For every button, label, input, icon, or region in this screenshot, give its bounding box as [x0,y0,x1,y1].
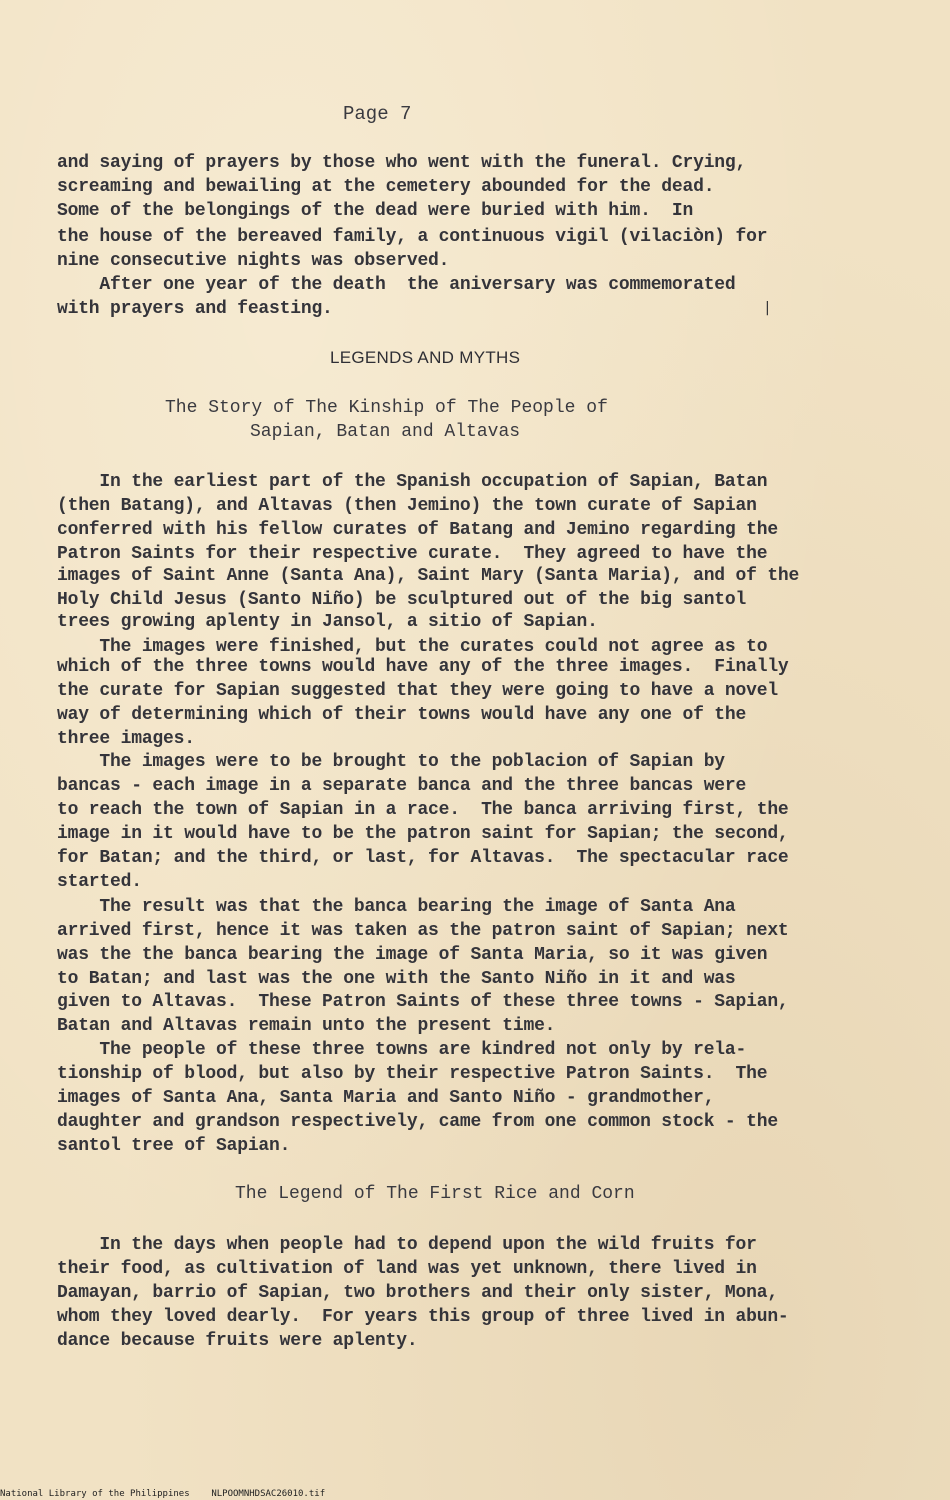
text-line: image in it would have to be the patron saint for Sapian; the second, [57,824,789,844]
text-line: In the days when people had to depend upon the wild fruits for [57,1235,757,1255]
text-line: the house of the bereaved family, a continuous vigil (vilaciòn) for [57,227,768,247]
text-line: The result was that the banca bearing the image of Santa Ana [57,897,736,917]
text-line: The images were finished, but the curates could not agree as to [57,637,768,657]
text-line: the curate for Sapian suggested that they were going to have a novel [57,681,778,701]
text-line: for Batan; and the third, or last, for Altavas. The spectacular race [57,848,789,868]
text-line: to reach the town of Sapian in a race. The banca arriving first, the [57,800,789,820]
text-line: Holy Child Jesus (Santo Niño) be sculptured out of the big santol [57,590,747,610]
text-line: dance because fruits were aplenty. [57,1331,418,1351]
text-line: daughter and grandson respectively, came from one common stock - the [57,1112,778,1132]
text-line: way of determining which of their towns would have any one of the [57,705,747,725]
text-line: tionship of blood, but also by their respective Patron Saints. The [57,1064,768,1084]
text-line: conferred with his fellow curates of Batang and Jemino regarding the [57,520,778,540]
text-line: whom they loved dearly. For years this group of three lived in abun- [57,1307,789,1327]
text-line: nine consecutive nights was observed. [57,251,450,271]
legend-title: The Legend of The First Rice and Corn [235,1184,635,1204]
text-line: was the the banca bearing the image of Santa Maria, so it was given [57,945,768,965]
text-line: The people of these three towns are kindred not only by rela- [57,1040,747,1060]
section-heading: LEGENDS AND MYTHS [330,348,521,367]
text-line: images of Saint Anne (Santa Ana), Saint Mary (Santa Maria), and of the [57,566,800,586]
handwritten-caret-mark: | [765,300,770,316]
text-line: arrived first, hence it was taken as the patron saint of Sapian; next [57,921,789,941]
text-line: Batan and Altavas remain unto the present time. [57,1016,556,1036]
text-line: their food, as cultivation of land was yet unknown, there lived in [57,1259,757,1279]
scan-footer-caption: National Library of the Philippines NLPOOMNHDSAC26010.tif [0,1489,326,1499]
page-number: Page 7 [343,103,412,125]
text-line: (then Batang), and Altavas (then Jemino) the town curate of Sapian [57,496,757,516]
text-line: Damayan, barrio of Sapian, two brothers and their only sister, Mona, [57,1283,778,1303]
text-line: given to Altavas. These Patron Saints of these three towns - Sapian, [57,992,789,1012]
text-line: images of Santa Ana, Santa Maria and Santo Niño - grandmother, [57,1088,715,1108]
text-line: to Batan; and last was the one with the Santo Niño in it and was [57,969,736,989]
text-line: Some of the belongings of the dead were buried with him. In [57,201,694,221]
text-line: which of the three towns would have any of the three images. Finally [57,657,789,677]
text-line: The images were to be brought to the poblacion of Sapian by [57,752,725,772]
text-line: with prayers and feasting. [57,299,333,319]
text-line: and saying of prayers by those who went with the funeral. Crying, [57,153,747,173]
text-line: started. [57,872,142,892]
text-line: trees growing aplenty in Jansol, a sitio of Sapian. [57,612,598,632]
text-line: After one year of the death the aniversary was commemorated [57,275,736,295]
story-title-line: Sapian, Batan and Altavas [250,422,521,442]
text-line: three images. [57,729,195,749]
text-line: santol tree of Sapian. [57,1136,291,1156]
text-line: bancas - each image in a separate banca and the three bancas were [57,776,747,796]
text-line: In the earliest part of the Spanish occupation of Sapian, Batan [57,472,768,492]
story-title-line: The Story of The Kinship of The People of [165,398,608,418]
text-line: screaming and bewailing at the cemetery abounded for the dead. [57,177,715,197]
text-line: Patron Saints for their respective curate. They agreed to have the [57,544,768,564]
